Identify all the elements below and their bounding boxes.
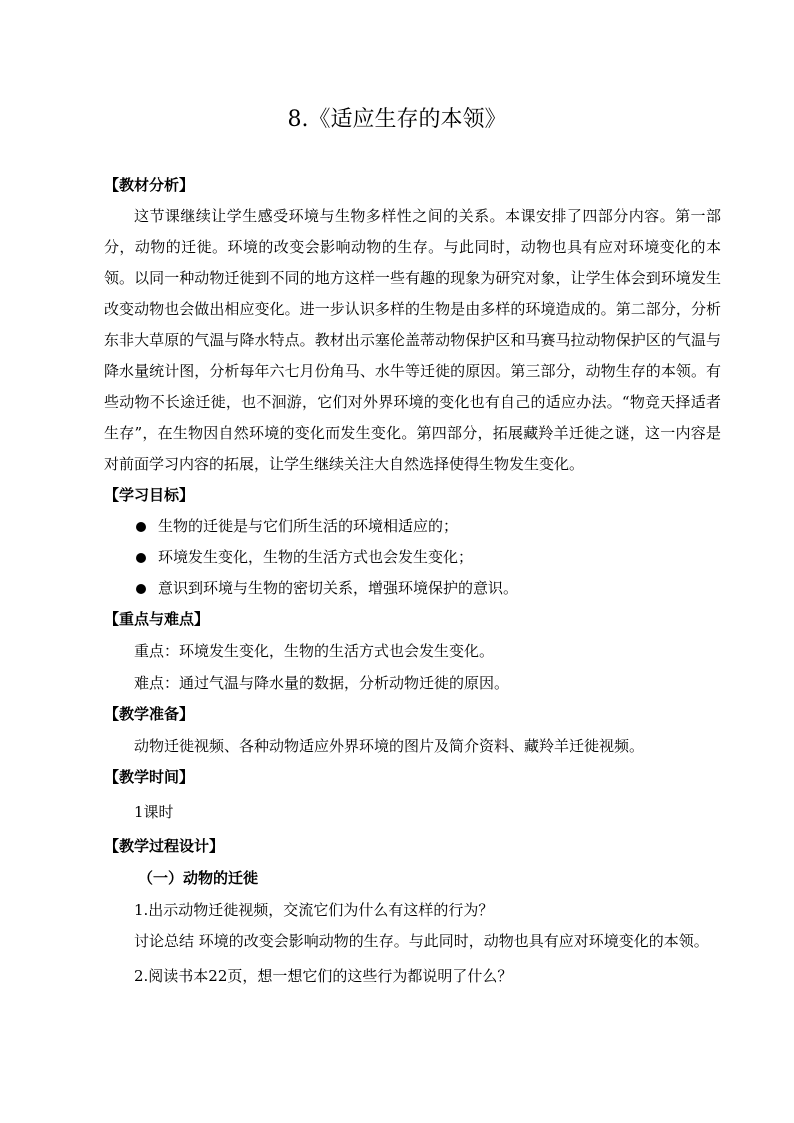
heading-analysis: 【教材分析】	[104, 176, 195, 194]
heading-prep: 【教学准备】	[104, 705, 195, 723]
process-subheading: （一）动物的迁徙	[138, 869, 259, 887]
goal-text: 生物的迁徙是与它们所生活的环境相适应的；	[158, 517, 459, 535]
bullet-icon	[136, 522, 146, 532]
goal-item	[104, 511, 721, 542]
goal-text: 环境发生变化，生物的生活方式也会发生变化；	[158, 548, 474, 566]
heading-goals: 【学习目标】	[104, 486, 195, 504]
page-title: 8.《适应生存的本领》	[287, 107, 507, 132]
process-step-1: 1.出示动物迁徙视频，交流它们为什么有这样的行为？	[134, 901, 494, 919]
prep-text: 动物迁徙视频、各种动物适应外界环境的图片及简介资料、藏羚羊迁徙视频。	[134, 737, 645, 755]
heading-process: 【教学过程设计】	[104, 837, 225, 855]
goal-item	[104, 542, 721, 573]
goal-item	[104, 573, 721, 604]
process-step-2: 2.阅读书本22页，想一想它们的这些行为都说明了什么？	[134, 967, 513, 985]
goals-list	[104, 511, 721, 604]
process-summary: 讨论总结 环境的改变会影响动物的生存。与此同时，动物也具有应对环境变化的本领。	[134, 932, 709, 950]
document-body	[104, 170, 721, 992]
key-point: 重点：环境发生变化，生物的生活方式也会发生变化。	[134, 642, 495, 660]
heading-keypoints: 【重点与难点】	[104, 610, 210, 628]
difficult-point: 难点：通过气温与降水量的数据，分析动物迁徙的原因。	[134, 674, 510, 692]
heading-time: 【教学时间】	[104, 768, 195, 786]
analysis-paragraph: 这节课继续让学生感受环境与生物多样性之间的关系。本课安排了四部分内容。第一部分，动物的迁徙。环境的改变会影响动物的生存。与此同时，动物也具有应对环境变化的本领。以同一种动物迁徙到不同的地方这样一些有趣的现象为研究对象，让学生体会到环境发生改变动物也会做出相应变化。进一步认识多样的生物是由多样的环境造成的。第二部分，分析东非大草原的气温与降水特点。教材出示塞伦盖蒂动物保护区和马赛马拉动物保护区的气温与降水量统计图，分析每年六七月份角马、水牛等迁徙的原因。第三部分，动物生存的本领。有些动物不长途迁徙，也不洄游，它们对外界环境的变化也有自己的适应办法。“物竞天择适者生存”，在生物因自然环境的变化而发生变化。第四部分，拓展藏羚羊迁徙之谜，这一内容是对前面学习内容的拓展，让学生继续关注大自然选择使得生物发生变化。	[104, 207, 721, 473]
time-text: 1课时	[134, 803, 174, 821]
bullet-icon	[136, 584, 146, 594]
bullet-icon	[136, 553, 146, 563]
goal-text: 意识到环境与生物的密切关系，增强环境保护的意识。	[158, 579, 519, 597]
